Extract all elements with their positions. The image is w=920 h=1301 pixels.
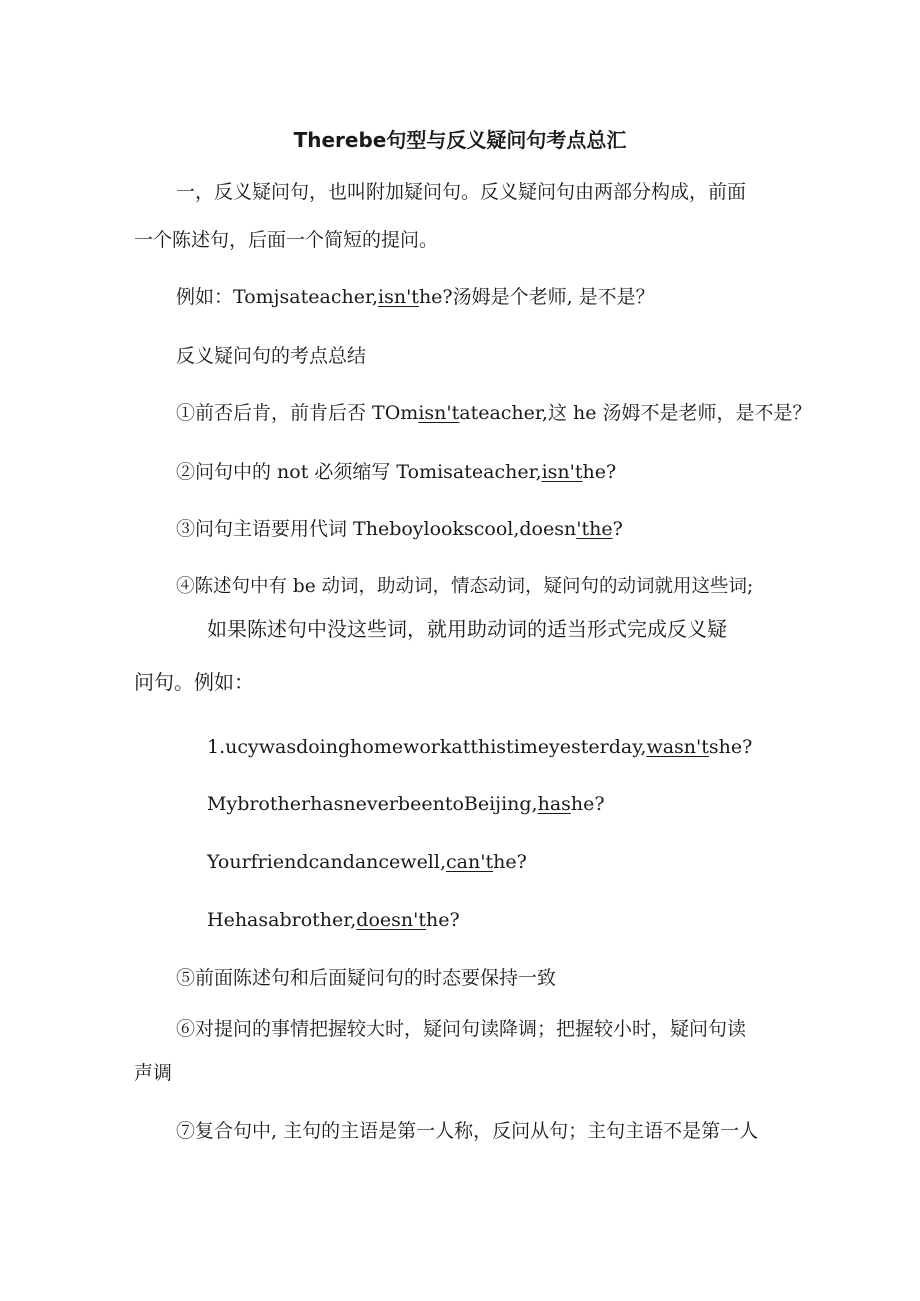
point-6-line-1: ⑥对提问的事情把握较大时，疑问句读降调；把握较小时，疑问句读: [176, 1018, 747, 1040]
point-5: ⑤前面陈述句和后面疑问句的时态要保持一致: [176, 967, 557, 989]
point-1: [176, 401, 812, 425]
example-item-underlined: can't: [446, 851, 494, 873]
point-2-underlined: isn't: [541, 461, 583, 483]
example-item: [207, 792, 605, 816]
point-2: [176, 460, 616, 484]
intro-line-1: 一，反义疑问句，也叫附加疑问句。反义疑问句由两部分构成，前面: [176, 181, 747, 203]
point-4-line-1: ④陈述句中有 be 动词，助动词，情态动词，疑问句的动词就用这些词;: [176, 576, 754, 597]
point-1-underlined: isn't: [418, 402, 460, 424]
example-item: [207, 850, 527, 874]
example-item: [207, 735, 752, 759]
point-3-prefix: ③问句主语要用代词 Theboylookscool,doesn: [176, 518, 577, 540]
example-item-underlined: has: [537, 793, 571, 815]
point-3: [176, 517, 623, 541]
point-7-line-1: ⑦复合句中, 主句的主语是第一人称，反问从句；主句主语不是第一人: [176, 1120, 759, 1142]
example-item-underlined: wasn't: [646, 736, 709, 758]
example-item-suffix: he?: [426, 909, 460, 931]
example-underlined: isn't: [378, 286, 419, 308]
example-item-underlined: doesn't: [356, 909, 426, 931]
example-suffix: he?汤姆是个老师, 是不是？: [418, 286, 655, 308]
example-sentence: [176, 285, 655, 309]
example-item-suffix: he?: [493, 851, 527, 873]
intro-line-2: 一个陈述句，后面一个简短的提问。: [134, 229, 439, 251]
example-item-suffix: she?: [708, 736, 753, 758]
point-3-suffix: ?: [612, 518, 623, 540]
example-item: [207, 908, 460, 932]
example-item-prefix: Yourfriendcandancewell,: [207, 851, 447, 873]
point-2-suffix: he?: [582, 461, 617, 483]
point-3-underlined: 'the: [576, 518, 613, 540]
summary-heading: 反义疑问句的考点总结: [176, 345, 367, 367]
point-4-line-3: 问句。例如：: [134, 670, 254, 694]
point-1-suffix: ateacher,这 he 汤姆不是老师，是不是？: [459, 402, 812, 424]
point-1-prefix: ①前否后肯，前肯后否 TOm: [176, 402, 419, 424]
example-item-prefix: Hehasabrother,: [207, 909, 357, 931]
example-prefix: 例如：Tomjsateacher,: [176, 286, 378, 308]
example-item-prefix: MybrotherhasneverbeentoBeijing,: [207, 793, 538, 815]
example-item-prefix: 1.ucywasdoinghomeworkatthistimeyesterday,: [207, 736, 647, 758]
example-item-suffix: he?: [570, 793, 605, 815]
point-4-line-2: 如果陈述句中没这些词，就用助动词的适当形式完成反义疑: [207, 617, 727, 641]
point-6-line-2: 声调: [134, 1062, 173, 1084]
document-title: Therebe句型与反义疑问句考点总汇: [293, 128, 627, 152]
point-2-prefix: ②问句中的 not 必须缩写 Tomisateacher,: [176, 461, 542, 483]
